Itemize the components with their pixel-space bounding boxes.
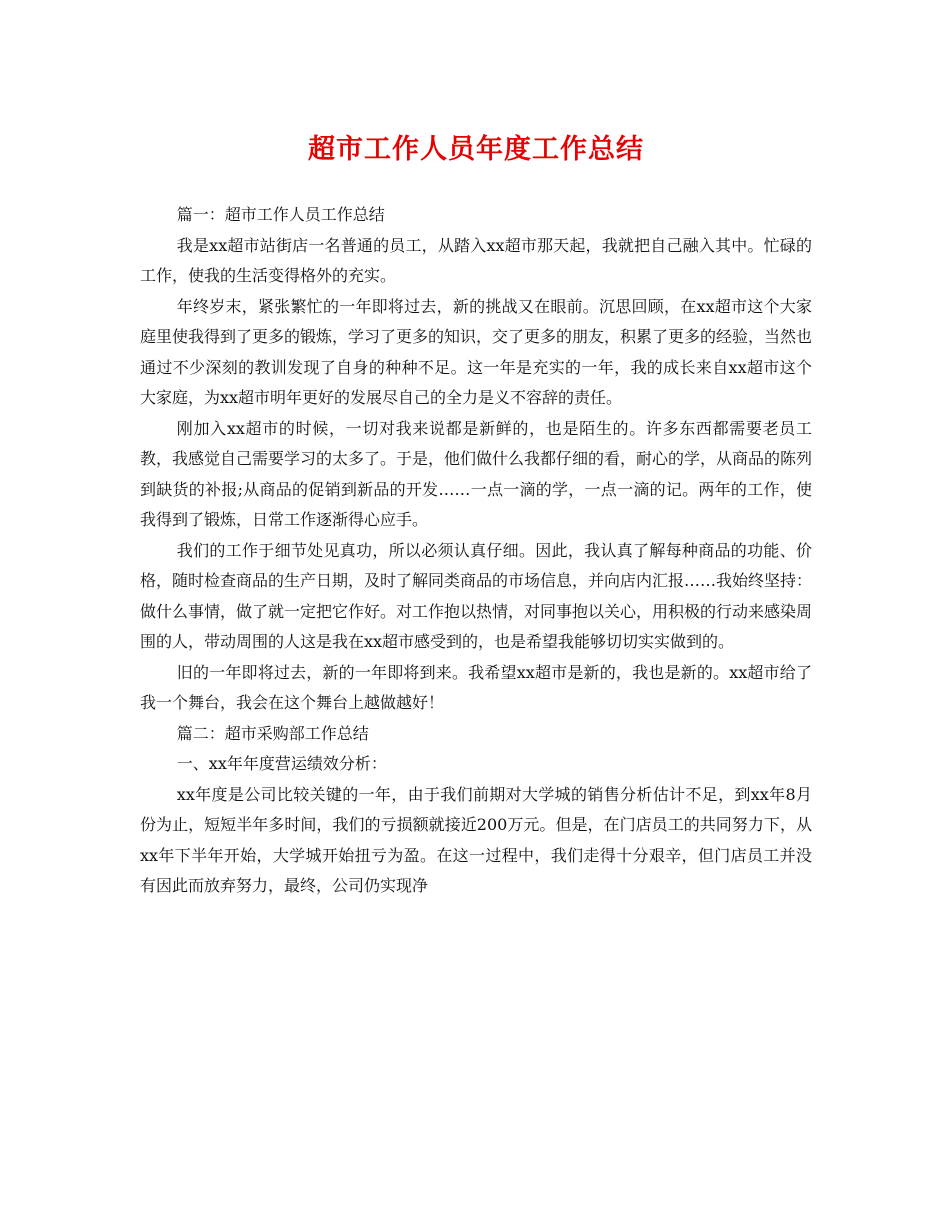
section-heading-1: 篇一：超市工作人员工作总结 xyxy=(176,205,385,224)
paragraph: 旧的一年即将过去，新的一年即将到来。我希望xx超市是新的，我也是新的。xx超市给了我一个舞台，我会在这个舞台上越做越好！ xyxy=(140,662,812,712)
paragraph: xx年度是公司比较关键的一年，由于我们前期对大学城的销售分析估计不足，到xx年8月份为止，短短半年多时间，我们的亏损额就接近200万元。但是，在门店员工的共同努力下，从xx年下半年开始，大学城开始扭亏为盈。在这一过程中，我们走得十分艰辛，但门店员工并没有因此而放弃努力，最终，公司仍实现净 xyxy=(140,784,812,895)
subsection-heading: 一、xx年年度营运绩效分析： xyxy=(176,754,387,773)
paragraph: 我们的工作于细节处见真功，所以必须认真仔细。因此，我认真了解每种商品的功能、价格，随时检查商品的生产日期，及时了解同类商品的市场信息，并向店内汇报……我始终坚持：做什么事情，做了就一定把它作好。对工作抱以热情，对同事抱以关心，用积极的行动来感染周围的人，带动周围的人这是我在xx超市感受到的，也是希望我能够切切实实做到的。 xyxy=(140,540,813,651)
document-title: 超市工作人员年度工作总结 xyxy=(308,134,644,165)
document-page xyxy=(140,128,812,902)
paragraph: 年终岁末，紧张繁忙的一年即将过去，新的挑战又在眼前。沉思回顾，在xx超市这个大家庭里使我得到了更多的锻炼，学习了更多的知识，交了更多的朋友，积累了更多的经验，当然也通过不少深刻的教训发现了自身的种种不足。这一年是充实的一年，我的成长来自xx超市这个大家庭，为xx超市明年更好的发展尽自己的全力是义不容辞的责任。 xyxy=(140,296,813,407)
paragraph: 刚加入xx超市的时候，一切对我来说都是新鲜的，也是陌生的。许多东西都需要老员工教，我感觉自己需要学习的太多了。于是，他们做什么我都仔细的看，耐心的学，从商品的陈列到缺货的补报;从商品的促销到新品的开发……一点一滴的学，一点一滴的记。两年的工作，使我得到了锻炼，日常工作逐渐得心应手。 xyxy=(140,418,813,529)
section-heading-2: 篇二：超市采购部工作总结 xyxy=(176,723,369,743)
paragraph: 我是xx超市站街店一名普通的员工，从踏入xx超市那天起，我就把自己融入其中。忙碌的工作，使我的生活变得格外的充实。 xyxy=(140,235,812,285)
